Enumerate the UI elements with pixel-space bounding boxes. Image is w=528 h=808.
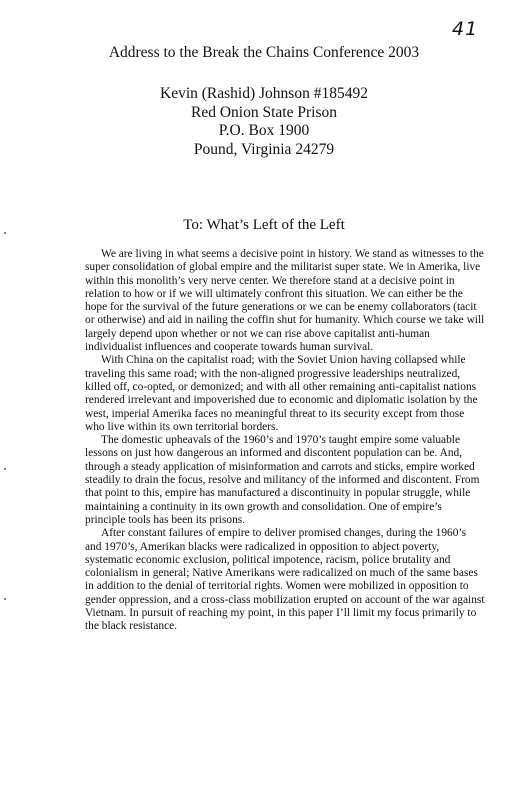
paragraph: The domestic upheavals of the 1960’s and 1970’s taught empire some valuable lessons on just how dangerous an informed and discontent population can be. And, through a steady application of misinformation and carrots and sticks, empire worked steadily to drain the focus, resolve and militancy of the informed and discontent. From that point to this, empire has manufactured a discontinuity in popular struggle, while maintaining a continuity in its own growth and consolidation. One of empire’s principle tools has been its prisons.	[85, 434, 480, 526]
author-name: Kevin (Rashid) Johnson #185492	[160, 85, 368, 102]
paragraph: With China on the capitalist road; with the Soviet Union having collapsed while traveling this same road; with the non-aligned progressive leaderships neutralized, killed off, co-opted, or demonized; and with all other remaining anti-capitalist nations rendered irrelevant and impoverished due to economic and diplomatic isolation by the west, imperial Amerika faces no meaningful threat to its security except from those who live within its own territorial borders.	[85, 354, 478, 433]
scan-speck	[4, 232, 6, 234]
scan-speck	[4, 468, 6, 470]
city-state-zip: Pound, Virginia 24279	[193, 140, 335, 158]
scan-speck	[4, 598, 6, 600]
author-address-block	[0, 85, 528, 159]
document-title: Address to the Break the Chains Conference 2003	[108, 44, 420, 61]
body-text	[85, 248, 485, 634]
addressee-line: To: What’s Left of the Left	[183, 217, 345, 233]
institution-name: Red Onion State Prison	[191, 103, 337, 121]
po-box: P.O. Box 1900	[218, 122, 310, 139]
paragraph: After constant failures of empire to deliver promised changes, during the 1960’s and 1970’s, Amerikan blacks were radicalized in opposition to abject poverty, systematic economic exclusion, political impotence, racism, police brutality and colonialism in general; Native Amerikans were radicalized on much of the same bases in addition to the denial of territorial rights. Women were mobilized in opposition to gender oppression, and a cross-class mobilization erupted on account of the war against Vietnam. In pursuit of reaching my point, in this paper I’ll limit my focus primarily to the black resistance.	[85, 527, 485, 633]
paragraph: We are living in what seems a decisive point in history. We stand as witnesses to the super consolidation of global empire and the militarist super state. We in Amerika, live within this monolith’s very nerve center. We therefore stand at a decisive point in relation to how or if we will ultimately confront this situation. We can either be the hope for the survival of the future generations or we can be enemy collaborators (tacit or otherwise) and aid in nailing the coffin shut for humanity. Which course we take will largely depend upon whether or not we can rise above capitalist anti-human individualist influences and cooperate towards human survival.	[85, 248, 485, 354]
page-number: 41	[452, 18, 479, 40]
